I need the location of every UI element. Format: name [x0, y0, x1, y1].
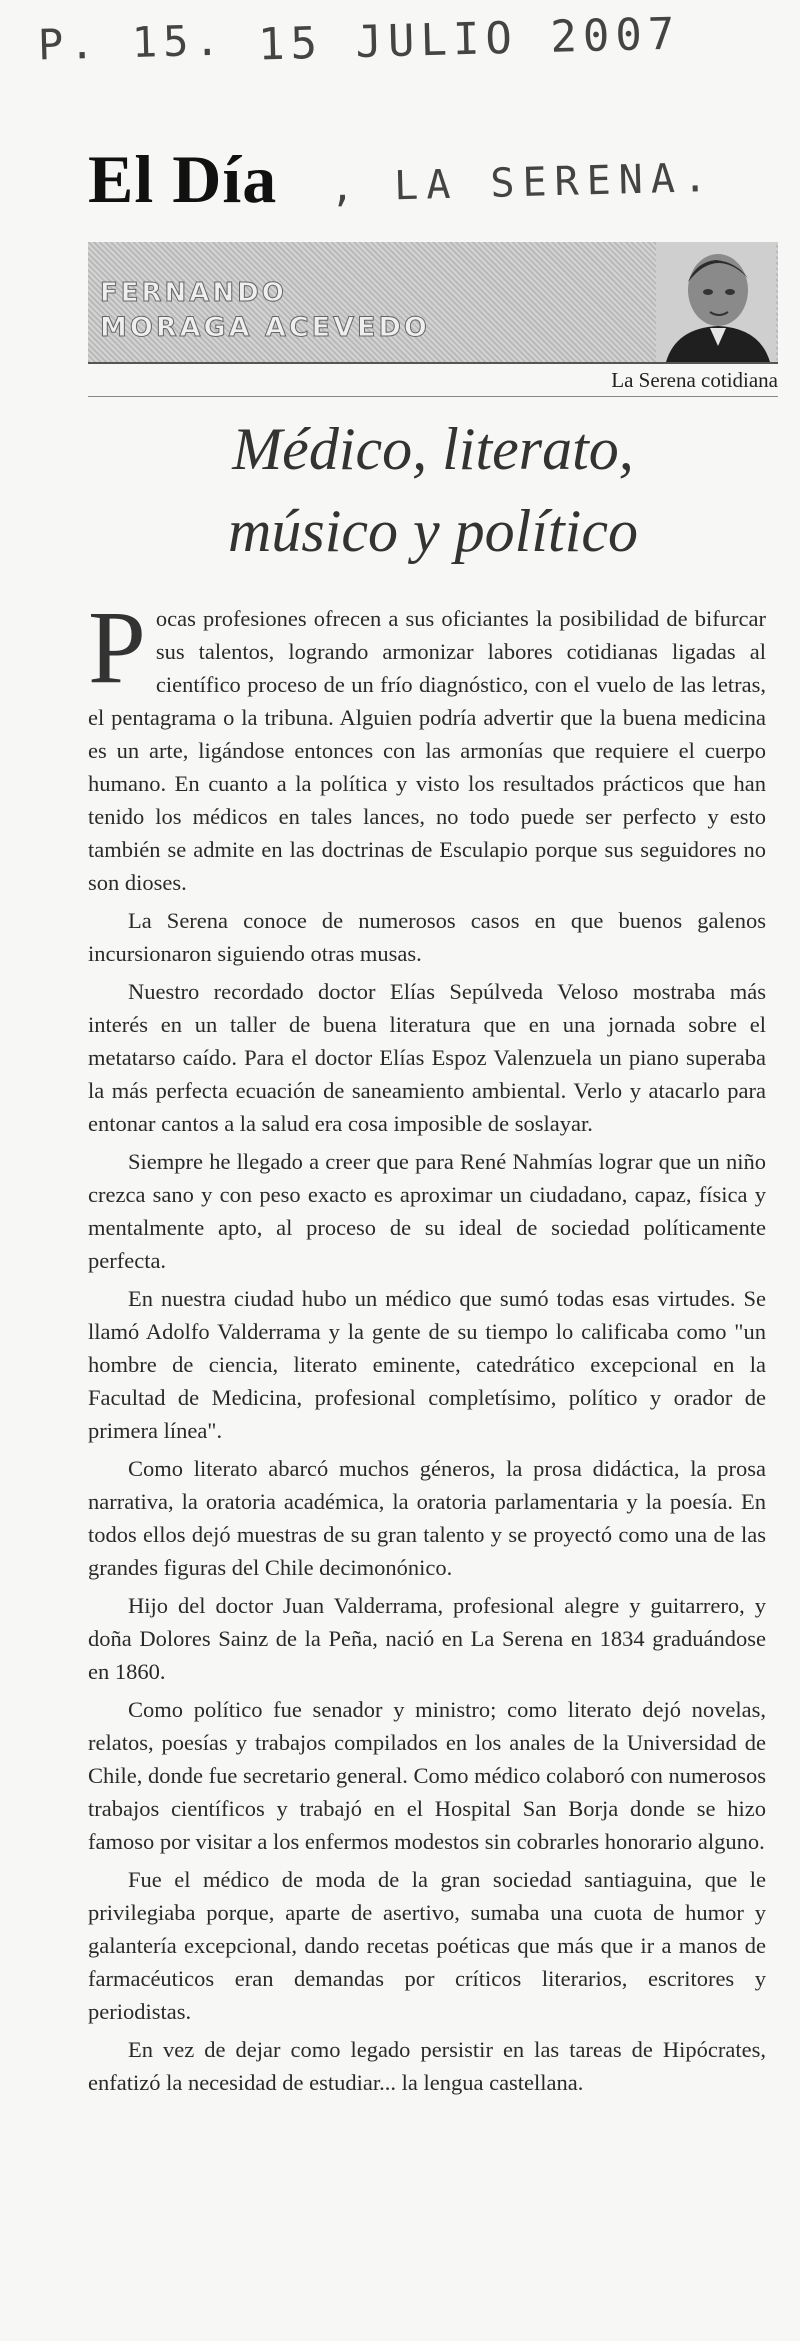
article-headline: [88, 408, 778, 572]
section-rule: [88, 396, 778, 397]
column-banner: [88, 242, 778, 362]
paragraph-9: Fue el médico de moda de la gran sociedad santiaguina, que le privilegiaba porque, aparte de asertivo, sumaba una cuota de humor y galantería excepcional, dando recetas poéticas que más que ir a manos de farmacéuticos eran demandas por críticos literarios, escritores y periodistas.: [88, 1867, 766, 2024]
column-name: La Serena cotidiana: [611, 368, 778, 392]
paragraph-7: Hijo del doctor Juan Valderrama, profesional alegre y guitarrero, y doña Dolores Sainz de la Peña, nació en La Serena en 1834 graduándose en 1860.: [88, 1593, 766, 1684]
paragraph-2: La Serena conoce de numerosos casos en que buenos galenos incursionaron siguiendo otras musas.: [88, 908, 766, 966]
paragraph-4: Siempre he llegado a creer que para René Nahmías lograr que un niño crezca sano y con peso exacto es aproximar un ciudadano, capaz, física y mentalmente apto, al proceso de su ideal de sociedad políticamente perfecta.: [88, 1149, 766, 1273]
article-body: [88, 590, 766, 2104]
handwritten-page-number: P. 15.: [37, 15, 227, 70]
handwritten-date: 15 JULIO 2007: [257, 8, 681, 71]
drop-cap: P: [88, 590, 146, 705]
author-first-name: FERNANDO: [100, 278, 287, 308]
banner-rule: [88, 362, 778, 364]
newspaper-masthead: El Día: [88, 141, 278, 217]
handwritten-city: , LA SERENA.: [329, 154, 716, 212]
paragraph-6: Como literato abarcó muchos géneros, la prosa didáctica, la prosa narrativa, la oratoria académica, la oratoria parlamentaria y la poesía. En todos ellos dejó muestras de su gran talento y se proyectó como una de las grandes figuras del Chile decimonónico.: [88, 1456, 766, 1580]
headline-line-1: Médico, literato,: [232, 416, 634, 482]
headline-line-2: músico y político: [228, 498, 638, 564]
author-photo: [656, 242, 776, 362]
paragraph-1-text: ocas profesiones ofrecen a sus oficiantes la posibilidad de bifurcar sus talentos, logrando armonizar labores cotidianas ligadas al científico proceso de un frío diagnóstico, con el vuelo de las letras, el pentagrama o la tribuna. Alguien podría advertir que la buena medicina es un arte, ligándose entonces con las armonías que requiere el cuerpo humano. En cuanto a la política y visto los resultados prácticos que han tenido los médicos en tales lances, no todo puede ser perfecto y esto también se admite en las doctrinas de Esculapio porque sus seguidores no son dioses.: [88, 606, 766, 895]
author-last-name: MORAGA ACEVEDO: [100, 312, 430, 343]
paragraph-10: En vez de dejar como legado persistir en las tareas de Hipócrates, enfatizó la necesidad de estudiar... la lengua castellana.: [88, 2037, 766, 2095]
paragraph-3: Nuestro recordado doctor Elías Sepúlveda Veloso mostraba más interés en un taller de buena literatura que en una jornada sobre el metatarso caído. Para el doctor Elías Espoz Valenzuela un piano superaba la más perfecta ecuación de saneamiento ambiental. Verlo y atacarlo para entonar cantos a la salud era cosa imposible de soslayar.: [88, 979, 766, 1136]
paragraph-5: En nuestra ciudad hubo un médico que sumó todas esas virtudes. Se llamó Adolfo Valderrama y la gente de su tiempo lo calificaba como "un hombre de ciencia, literato eminente, catedrático excepcional en la Facultad de Medicina, profesional completísimo, político y orador de primera línea".: [88, 1286, 766, 1443]
paragraph-1: [88, 590, 766, 899]
paragraph-8: Como político fue senador y ministro; como literato dejó novelas, relatos, poesías y trabajos compilados en los anales de la Universidad de Chile, donde fue secretario general. Como médico colaboró con numerosos trabajos científicos y trabajó en el Hospital San Borja donde se hizo famoso por visitar a los enfermos modestos sin cobrarles honorario alguno.: [88, 1697, 766, 1854]
